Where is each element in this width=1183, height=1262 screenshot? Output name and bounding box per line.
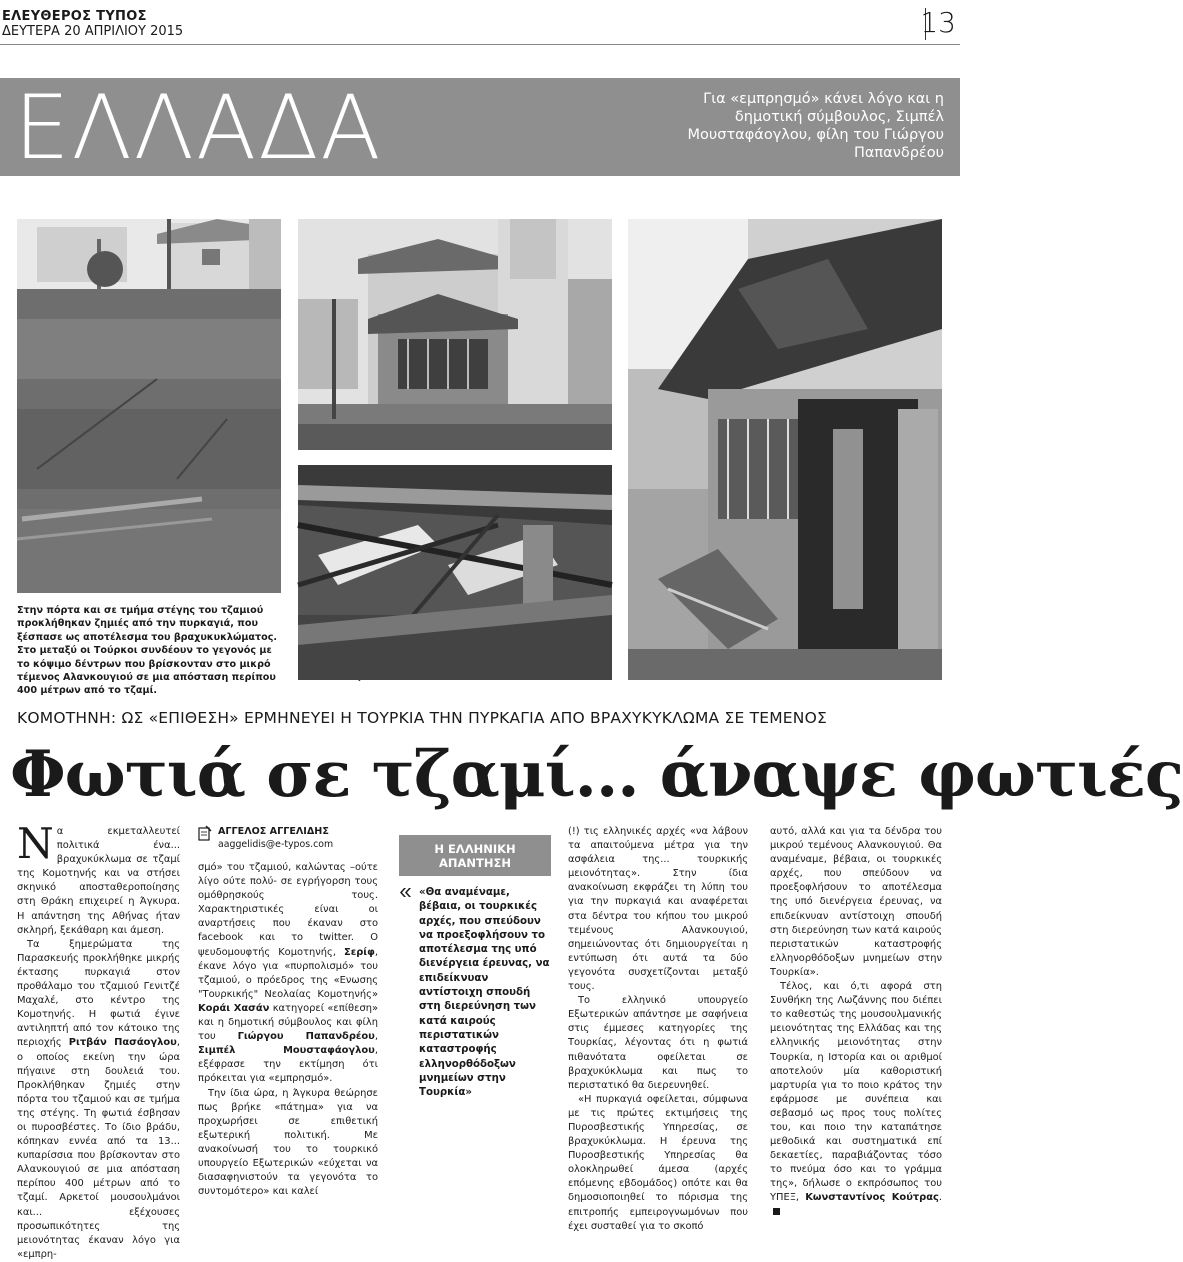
masthead-rule: [0, 44, 960, 45]
article-column-4: [568, 825, 748, 1234]
text-run: , ο οποίος εκείνη την ώρα πήγαινε στη δουλειά του. Προκλήθηκαν ζημιές στην πόρτα του τζαμιού και σε τμήμα της στέγης. Τη φωτιά έσβησαν οι πυροσβέστες. Το ίδιο βράδυ, κόπηκαν εννέα από τα 13... κυπαρίσσια που βρίσκονταν στο Αλανκουγιού σε μια απόσταση περίπου 400 μέτρων από το τζαμί. Αρκετοί μουσουλμάνοι και... εξέχουσες προσωπικότητες της μειονότητας έκαναν λόγο για «εμπρη-: [17, 1037, 180, 1260]
sidebar-body: [399, 876, 551, 1100]
banner-teaser: Για «εμπρησμό» κάνει λόγο και η δημοτική σύμβουλος, Σιμπέλ Μουσταφάογλου, φίλη του Γιώργου Παπανδρέου: [687, 91, 944, 161]
paragraph: [198, 861, 378, 1087]
lead-text: α εκμεταλλευτεί πολιτικά ένα... βραχυκύκλωμα σε τζαμί της Κομοτηνής και να στήσει σκηνικό αποσταθεροποίησης στη Θράκη επιχειρεί η Άγκυρα. Η απάντηση της Αθήνας ήταν σκληρή, ξεκάθαρη και άμεση.: [17, 826, 180, 936]
sidebar-quote-text: «Θα αναμέναμε, βέβαια, οι τουρκικές αρχές, που σπεύδουν να προεξοφλήσουν το αποτέλεσμα της υπό διενέργεια έρευνας, να επιδείκνυαν αντίστοιχη σπουδή στη διερεύνηση των κατά καιρούς περιστατικών καταστροφής ελληνορθόδοξων μνημείων στην Τουρκία»: [419, 887, 550, 1099]
text-run: , εξέφρασε την εκτίμηση ότι πρόκειται για «εμπρησμό».: [198, 1045, 378, 1085]
photo-garden: [17, 219, 281, 593]
paragraph: [770, 980, 942, 1220]
person-name: Ριτβάν Πασάογλου: [68, 1037, 177, 1049]
paragraph: [17, 938, 180, 1262]
paper-name: ΕΛΕΥΘΕΡΟΣ ΤΥΠΟΣ: [2, 9, 147, 24]
author-name: ΑΓΓΕΛΟΣ ΑΓΓΕΛΙΔΗΣ: [218, 826, 329, 837]
article-column-2: [198, 825, 378, 1199]
garden-icon: [17, 219, 281, 593]
paragraph: (!) τις ελληνικές αρχές «να λάβουν τα απαιτούμενα μέτρα για την ασφάλεια της... τουρκικής μειονότητας». Στην ίδια ανακοίνωση εκφράζει τη λύπη του για την πυρκαγιά και αναφέρεται στα δέντρα του κήπου του μικρού τεμένους Αλανκουγιού, σημειώνοντας ότι δημιουργείται η εντύπωση ότι αυτά τα δύο γεγονότα συσχετίζονται μεταξύ τους.: [568, 826, 748, 993]
lead-paragraph: [17, 819, 180, 938]
person-name: Σιμπέλ Μουσταφάογλου: [198, 1045, 375, 1057]
diamond-arrow-icon: [400, 888, 411, 897]
article-column-5: [770, 825, 942, 1220]
person-name: Σερίφ: [343, 946, 375, 958]
text-run: .: [938, 1192, 943, 1204]
burned-door-icon: [628, 219, 942, 680]
photo-mosque: [298, 219, 612, 450]
pen-notepad-icon: [198, 825, 212, 841]
person-name: Γιώργου Παπανδρέου: [237, 1031, 375, 1043]
photo-caption: Στην πόρτα και σε τμήμα στέγης του τζαμιού προκλήθηκαν ζημιές από την πυρκαγιά, που ξέσπασε ως αποτέλεσμα του βραχυκυκλώματος. Στο μεταξύ οι Τούρκοι συνδέουν το γεγονός με το κόψιμο δέντρων που βρίσκονταν στο μικρό τέμενος Αλανκουγιού σε μια απόσταση περίπου 400 μέτρων από το τζαμί.: [17, 605, 278, 697]
text-run: , έκανε λόγο για «πυρπολισμό» του τζαμιού, ο πρόεδρος της «Ενωσης "Τουρκικής" Νεολαίας Κομοτηνής»: [198, 946, 378, 1000]
article-column-1: [17, 819, 180, 1262]
end-of-article-mark: [773, 1208, 780, 1215]
drop-cap: Ν: [17, 819, 54, 868]
burned-roof-icon: [298, 465, 612, 680]
paragraph: «Η πυρκαγιά οφείλεται, σύμφωνα με τις πρώτες εκτιμήσεις της Πυροσβεστικής Υπηρεσίας, σε βραχυκύκλωμα. Η έρευνα της Πυροσβεστικής Υπηρεσίας θα ολοκληρωθεί άμεσα (αρχές επόμενης εβδομάδος) οπότε και θα δημοσιοποιηθεί το πόρισμα της επιτροπής εμπειρογνωμόνων που έχει συσταθεί για το σκοπό: [568, 1093, 748, 1232]
photo-burned-roof: [298, 465, 612, 680]
text-run: κατηγορεί «επίθεση» και η δημοτική σύμβουλος και φίλη του: [198, 1002, 378, 1043]
paragraph: Το ελληνικό υπουργείο Εξωτερικών απάντησε με σαφήνεια στις έμμεσες κατηγορίες της Τουρκίας, λέγοντας ότι η φωτιά πιθανότατα οφείλεται σε βραχυκύκλωμα και πως το περιστατικό θα διερευνηθεί.: [568, 995, 748, 1091]
sidebar-box: [399, 835, 551, 1100]
text-run: σμό» του τζαμιού, καλώντας –ούτε λίγο ούτε πολύ- σε εγρήγορση τους ομόθρησκούς τους. Χαρακτηριστικές είναι οι αναρτήσεις που έκαναν στο facebook και το twitter. Ο ψευδομουφτής Κομοτηνής,: [198, 862, 378, 958]
mosque-icon: [298, 219, 612, 450]
text-run: Τα ξημερώματα της Παρασκευής προκλήθηκε μικρής έκτασης πυρκαγιά στον προθάλαμο του τζαμιού Γενιτζέ Μαχαλέ, στο κέντρο της Κομοτηνής. Η φωτιά έγινε αντιληπτή από τον κάτοικο της περιοχής: [17, 938, 180, 1049]
article-kicker: ΚΟΜΟΤΗΝΗ: ΩΣ «ΕΠΙΘΕΣΗ» ΕΡΜΗΝΕΥΕΙ Η ΤΟΥΡΚΙΑ ΤΗΝ ΠΥΡΚΑΓΙΑ ΑΠΟ ΒΡΑΧΥΚΥΚΛΩΜΑ ΣΕ ΤΕΜΕΝΟΣ: [17, 709, 827, 727]
paragraph: αυτό, αλλά και για τα δένδρα του μικρού τεμένους Αλανκουγιού. Θα αναμέναμε, βέβαια, οι τουρκικές αρχές, που σπεύδουν να προεξοφλήσουν το αποτέλεσμα της υπό διενέργεια έρευνας, να επιδείκνυαν αντίστοιχη σπουδή στη διερεύνηση των κατά καιρούς περιστατικών καταστροφής ελληνορθόδοξων μνημείων στην Τουρκία».: [770, 826, 942, 978]
byline: [198, 825, 378, 851]
sidebar-quote: [399, 886, 551, 1100]
section-title: ΕΛΛΑΔΑ: [14, 76, 383, 179]
author-email[interactable]: aaggelidis@e-typos.com: [218, 839, 334, 850]
person-name: Κωνσταντίνος Κούτρας: [805, 1192, 939, 1204]
text-run: ,: [374, 1031, 378, 1043]
article-headline: Φωτιά σε τζαμί... άναψε φωτιές: [10, 737, 1183, 812]
masthead: [0, 0, 960, 46]
text-run: Τέλος, και ό,τι αφορά στη Συνθήκη της Λωζάννης που διέπει το καθεστώς της μουσουλμανικής μειονότητας της Ελλάδας και της ελληνικής μειονότητας στην Τουρκία, η Ιστορία και οι αριθμοί αποτελούν μία καθοριστική μαρτυρία για το ποιο κράτος την εφάρμοσε με συνέπεια και σεβασμό ως προς τους πολίτες του, και ποιο την καταπάτησε μεθοδικά και συστηματικά επί δεκαετίες, παραβιάζοντας τόσο το πνεύμα όσο και το γράμμα της», δήλωσε ο εκπρόσωπος του ΥΠΕΞ,: [770, 981, 942, 1204]
person-name: Κοράι Χασάν: [198, 1002, 270, 1014]
paragraph: Την ίδια ώρα, η Άγκυρα θεώρησε πως βρήκε «πάτημα» για να προχωρήσει σε επιθετική εξωτερική πολιτική. Με ανακοίνωσή του το τουρκικό υπουργείο Εξωτερικών «εύχεται να διασαφηνιστούν τα γεγονότα το συντομότερο» και καλεί: [198, 1087, 378, 1198]
issue-date: ΔΕΥΤΕΡΑ 20 ΑΠΡΙΛΙΟΥ 2015: [2, 24, 184, 39]
sidebar-title: Η ΕΛΛΗΝΙΚΗ ΑΠΑΝΤΗΣΗ: [399, 835, 551, 876]
photo-burned-door: [628, 219, 942, 680]
section-banner: [0, 76, 960, 179]
page-number: 13: [920, 6, 956, 39]
